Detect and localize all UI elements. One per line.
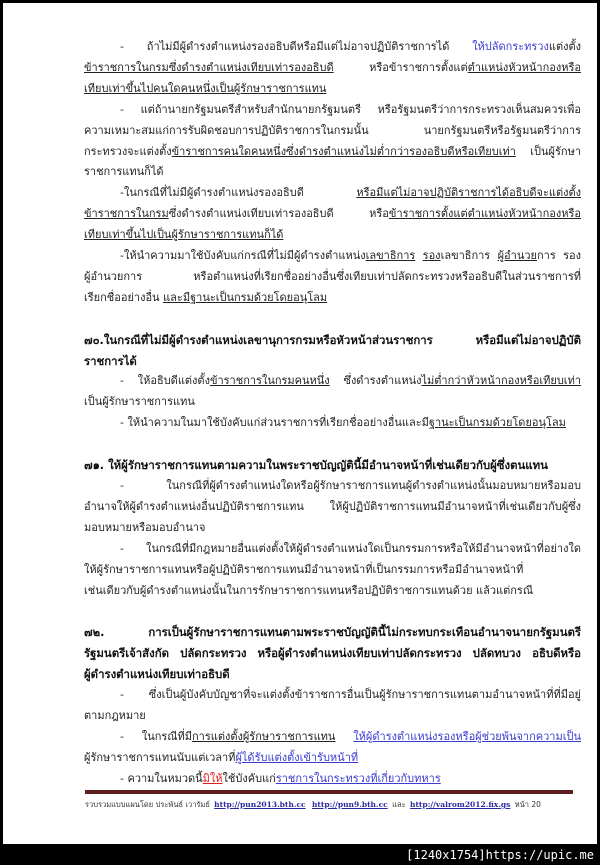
emphasized-text: หรือมีแต่ไม่อาจปฏิบัติราชการได้อธิบดีจะแต่งตั้ง [356,186,581,200]
text-segment: แต่งตั้ง [548,40,581,53]
paragraph [84,685,581,727]
emphasized-text: เทียบเท่าขึ้นไปเป็นผู้รักษาราชการแทนก็ได้ [84,228,284,242]
emphasized-text: ข้าราชการในกรมคนหนึ่ง [209,374,330,388]
document-page [3,3,597,844]
paragraph-gap [84,601,581,622]
text-line [84,183,581,204]
text-segment [335,730,353,743]
emphasized-text: และมีฐานะเป็นกรมด้วยโดยอนุโลม [163,290,328,304]
hyperlink-text[interactable]: ให้ปลัดกระทรวง [472,40,549,53]
text-segment: ซึ่งดำรงตำแหน่ง [329,374,422,388]
text-line [84,121,581,142]
text-line [84,162,581,183]
footer-compiler: รวบรวมแบบแผนโดย ประพันธ์ เวารัมย์ [85,800,210,809]
paragraph [84,413,581,434]
text-line [84,560,581,581]
text-line [84,58,581,79]
emphasized-text: รอง [422,249,441,263]
text-segment: - ให้นำความในมาใช้บังคับแก่ส่วนราชการที่เรียกชื่ออย่างอื่นและมี [120,416,429,430]
text-segment: เรียกชื่ออย่างอื่น [84,290,164,304]
text-segment: ให้ผู้รักษาราชการแทนหรือผู้ปฏิบัติราชการแทนมีอำนาจหน้าที่เป็นกรรมการหรือมีอำนาจหน้าที่ [84,562,524,576]
emphasized-text: ตำแหน่งหัวหน้ากองหรือ [467,60,581,74]
text-line [84,476,581,497]
emphasized-text: เลขาธิการ [365,249,416,263]
paragraph [84,769,581,790]
page-number: หน้า 20 [514,800,541,809]
emphasized-text: ข้าราชการตั้งแต่ตำแหน่งหัวหน้ากองหรือ [388,207,581,221]
text-segment: เลขาธิการ [440,249,498,263]
text-segment: ซึ่งดำรงตำแหน่งเทียบเท่ารองอธิบดี หรือ [168,207,389,221]
text-line [84,79,581,100]
text-segment: ผู้อำนวยการ หรือตำแหน่งที่เรียกชื่ออย่างอื่นซึ่งเทียบเท่าปลัดกระทรวงหรืออธิบดีในส่วนราชการที่ [84,269,581,283]
footer-link-pun9[interactable]: http://pun9.bth.cc [311,800,388,809]
document-body [84,37,581,790]
text-line [84,769,581,790]
paragraph [84,246,581,309]
paragraph [84,371,581,413]
emphasized-text: การแต่งตั้งผู้รักษาราชการแทน [191,729,336,743]
section-heading [84,330,581,372]
text-segment: ตามกฎหมาย [84,708,146,722]
text-line [84,288,581,309]
page-footer [85,799,575,811]
text-segment: หรือข้าราชการตั้งแต่ [333,60,468,74]
text-line [84,455,581,476]
text-segment: ใช้บังคับแก่ [222,771,276,785]
text-segment: ๗๒. การเป็นผู้รักษาราชการแทนตามพระราชบัญญัตินี้ไม่กระทบกระเทือนอำนาจนายกรัฐมนตรี [84,625,581,640]
text-segment: -ในกรณีที่ไม่มีผู้ดำรงตำแหน่งรองอธิบดี [120,186,357,200]
image-host-watermark: [1240x1754]https://upic.me [406,848,594,862]
text-segment: - ในกรณีที่มีกฎหมายอื่นแต่งตั้งให้ผู้ดำรงตำแหน่งใดเป็นกรรมการหรือให้มีอำนาจหน้าที่อย่างใด [120,541,581,555]
text-segment: - ความในหมวดนี้ [120,771,203,785]
text-line [84,748,581,769]
emphasized-text: ข้าราชการคนใดคนหนึ่งซึ่งดำรงตำแหน่งไม่ต่ำกว่ารองอธิบดีหรือเทียบเท่า [171,144,516,158]
text-segment: - ในกรณีที่ผู้ดำรงตำแหน่งใดหรือผู้รักษาราชการแทนผู้ดำรงตำแหน่งนั้นมอบหมายหรือมอบ [120,479,581,492]
text-segment: - ในกรณีที่มี [120,729,192,743]
emphasized-text: ฐานะเป็นกรมด้วยโดยอนุโลม [428,416,566,430]
paragraph [84,37,581,100]
emphasized-text: ข้าราชการในกรม [84,207,169,221]
paragraph [84,183,581,246]
text-line [84,518,581,539]
text-line [84,622,581,643]
text-segment: ๗๐.ในกรณีที่ไม่มีผู้ดำรงตำแหน่งเลขานุการกรมหรือหัวหน้าส่วนราชการ หรือมีแต่ไม่อาจปฏิบัติ [84,332,581,347]
text-segment: เช่นเดียวกับผู้ดำรงตำแหน่งนั้นในการรักษาราชการแทนหรือปฏิบัติราชการแทนด้วย แล้วแต่กรณี [84,583,534,597]
text-line [84,142,581,163]
section-heading [84,622,581,685]
image-host-bar [0,845,600,865]
text-line [84,643,581,664]
emphasized-text: เทียบเท่าขึ้นไปคนใดคนหนึ่งเป็นผู้รักษาราชการแทน [84,81,327,95]
text-segment: ความเหมาะสมแก่การรับผิดชอบการปฏิบัติราชการในกรมนั้น นายกรัฐมนตรีหรือรัฐมนตรีว่าการ [84,123,581,137]
text-line [84,225,581,246]
text-line [84,392,581,413]
text-line [84,413,581,434]
text-line [84,246,581,267]
hyperlink-text[interactable]: ผู้ได้รับแต่งตั้งเข้ารับหน้าที่ [235,750,359,764]
text-segment: ราชการได้ [84,353,137,368]
text-line [84,371,581,392]
text-line [84,727,581,748]
text-segment: - แต่ถ้านายกรัฐมนตรีสำหรับสำนักนายกรัฐมนตรี หรือรัฐมนตรีว่าการกระทรวงเห็นสมควรเพื่อ [120,102,581,116]
text-segment: - ถ้าไม่มีผู้ดำรงตำแหน่งรองอธิบดีหรือมีแต่ไม่อาจปฏิบัติราชการได้ [120,40,473,53]
text-segment: ผู้ดำรงตำแหน่งเทียบเท่าอธิบดี [84,667,230,682]
text-line [84,37,581,58]
text-segment: มอบหมายหรือมอบอำนาจ [84,520,206,534]
text-line [84,581,581,602]
paragraph [84,727,581,769]
section-heading [84,455,581,476]
text-segment [415,249,422,262]
text-segment: รัฐมนตรีเจ้าสังกัด ปลัดกระทรวง หรือผู้ดำรงตำแหน่งเทียบเท่าปลัดกระทรวง ปลัดทบวง อธิบดีหรือ [84,646,581,661]
text-segment: เป็นผู้รักษาราชการแทน [84,395,195,409]
emphasized-text: ข้าราชการในกรมซึ่งดำรงตำแหน่งเทียบเท่ารองอธิบดี [84,60,334,74]
text-line [84,685,581,706]
hyperlink-text[interactable]: ให้ผู้ดำรงตำแหน่งรองหรือผู้ช่วยพ้นจากความเป็น [353,729,581,743]
text-segment: - ซึ่งเป็นผู้บังคับบัญชาที่จะแต่งตั้งข้าราชการอื่นเป็นผู้รักษาราชการแทนตามอำนาจหน้าที่ที่มีอยู่ [120,688,581,702]
text-line [84,204,581,225]
paragraph [84,539,581,602]
emphasized-text: ผู้อำนวย [497,249,537,263]
text-line [84,351,581,372]
footer-divider [85,790,573,794]
text-line [84,330,581,351]
paragraph [84,100,581,184]
text-line [84,100,581,121]
text-line [84,267,581,288]
paragraph-gap [84,309,581,330]
paragraph-gap [84,434,581,455]
text-line [84,539,581,560]
text-segment: กระทรวงจะแต่งตั้ง [84,144,172,158]
text-segment: - ให้อธิบดีแต่งตั้ง [120,374,210,388]
hyperlink-text[interactable]: ราชการในกระทรวงที่เกี่ยวกับทหาร [275,771,441,785]
text-segment: ราชการแทนก็ได้ [84,165,164,179]
paragraph [84,476,581,539]
text-segment: ๗๑. ให้ผู้รักษาราชการแทนตามความในพระราชบัญญัตินี้มีอำนาจหน้าที่เช่นเดียวกับผู้ซึ่งตนแทน [84,458,548,473]
text-segment: ผู้รักษาราชการแทนนับแต่เวลาที่ [84,750,236,764]
emphasized-text: มิให้ [202,771,223,785]
text-segment: อำนาจให้ผู้ดำรงตำแหน่งอื่นปฏิบัติราชการแทน ให้ผู้ปฏิบัติราชการแทนมีอำนาจหน้าที่เช่นเดียวกับผู้ซึ่ง [84,499,581,513]
text-line [84,497,581,518]
text-segment: -ให้นำความมาใช้บังคับแก่กรณีที่ไม่มีผู้ดำรงตำแหน่ง [120,249,366,263]
footer-link-valrom[interactable]: http://valrom2012.fix.gs [410,800,511,809]
footer-link-pun2013[interactable]: http://pun2013.bth.cc [214,800,306,809]
text-segment: การ รอง [536,249,581,263]
text-line [84,706,581,727]
footer-and: และ [392,800,406,809]
text-segment: เป็นผู้รักษา [515,144,581,158]
text-line [84,664,581,685]
emphasized-text: ไม่ต่ำกว่าหัวหน้ากองหรือเทียบเท่า [421,374,581,388]
